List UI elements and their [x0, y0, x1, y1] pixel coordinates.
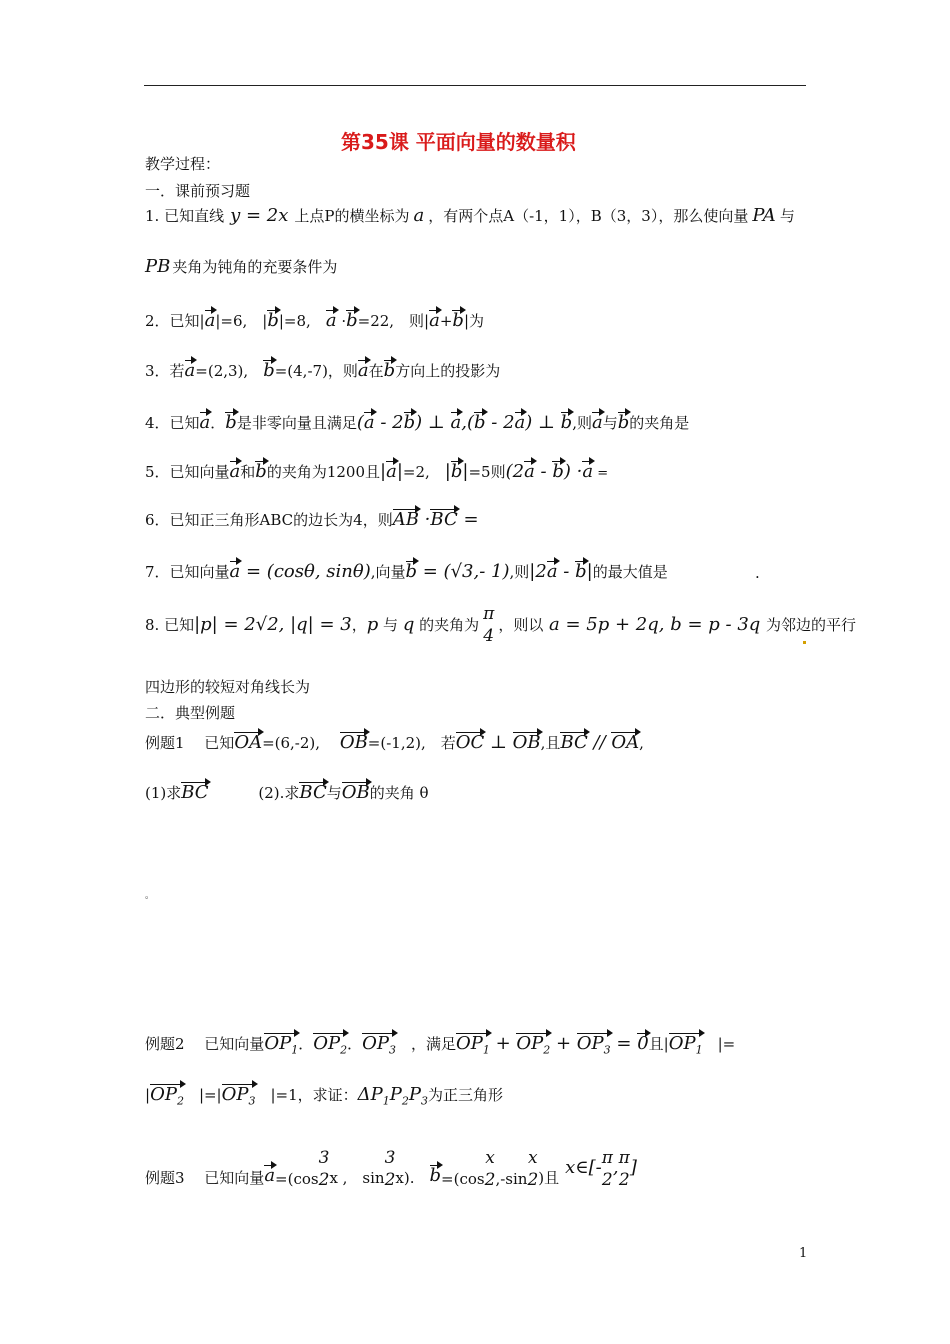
question-1-continued: PB 夹角为钝角的充要条件为 [145, 256, 338, 277]
question-8-continued: 四边形的较短对角线长为 [145, 678, 311, 696]
question-7-end: . [755, 564, 760, 582]
question-5: 5．已知向量a和b的夹角为1200且|a|=2, |b|=5则(2a - b) ·a = [145, 461, 609, 482]
question-6: 6．已知正三角形ABC的边长为4，则AB ·BC = [145, 509, 479, 530]
question-4: 4．已知a．b是非零向量且满足(a - 2b) ⊥ a,(b - 2a) ⊥ b,则a与b的夹角是 [145, 412, 690, 433]
vector-b: b [267, 310, 279, 331]
question-8: 8. 已知|p| = 2√2, |q| = 3，p 与 q 的夹角为 π 4 ，则以 a = 5p + 2q, b = p - 3q 为邻边的平行 [145, 604, 857, 647]
question-1: 1. 已知直线 y = 2x 上点P的横坐标为 a ，有两个点A（-1，1），B（3，3），那么使向量 PA 与 [145, 205, 795, 226]
example-2-continued: $|OP_2$ $|=|OP_3$ |=1，求证：$\Delta P_1P_2P_3$为正三角形 [145, 1084, 504, 1108]
page-title: 第35课 平面向量的数量积 [341, 130, 576, 154]
stray-mark [803, 641, 806, 644]
example-1: 例题1 已知OA=(6,-2), OB=(-1,2), 若OC ⊥ OB,且BC // OA, [145, 732, 644, 753]
example-3: 例题3 已知向量a=(cos 3 2 x , sin 3 2 x). b=(cos x 2 ,-sin x 2 )且 x∈[- π 2 , π 2 ] [145, 1148, 637, 1191]
question-2: 2．已知|a|=6, |b|=8, a ·b=22, 则|a+b|为 [145, 310, 485, 331]
section-1-heading: 一．课前预习题 [145, 182, 251, 200]
example-2: 例题2 已知向量$OP_1$．$OP_2$．$OP_3$ ，满足$OP_1 + OP_2 + OP_3 = 0$且$|OP_1$ |= [145, 1033, 736, 1057]
stray-mark-small: 。 [145, 891, 155, 901]
vector-a: a [204, 310, 216, 331]
page-number: 1 [799, 1246, 808, 1261]
intro-label: 教学过程： [145, 155, 221, 173]
section-2-heading: 二．典型例题 [145, 704, 236, 722]
question-7: 7．已知向量a = (cosθ, sinθ),向量b = (√3,- 1),则|2a - b|的最大值是 [145, 561, 668, 582]
header-rule [144, 85, 806, 86]
question-3: 3．若a=(2,3), b=(4,-7)，则a在b方向上的投影为 [145, 360, 501, 381]
example-1-parts: (1)求BC (2).求BC与OB的夹角 θ [145, 782, 429, 803]
